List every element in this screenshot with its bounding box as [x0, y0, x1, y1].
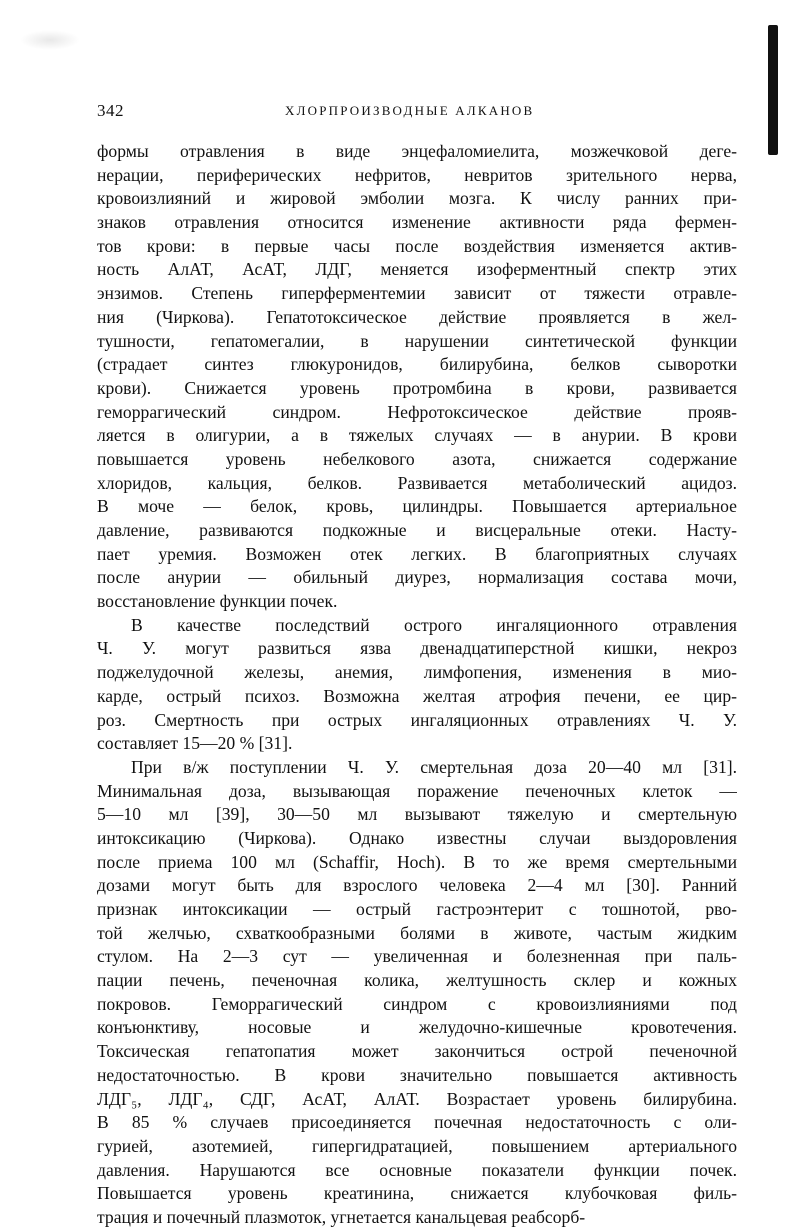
text-line: Повышается уровень креатинина, снижается клубочковая филь- [97, 1183, 737, 1204]
text-line: В моче — белок, кровь, цилиндры. Повышается артериальное [97, 496, 737, 517]
text-line: гурией, азотемией, гипергидратацией, повышением артериального [97, 1135, 737, 1156]
text-line: тушности, гепатомегалии, в нарушении синтетической функции [97, 330, 737, 351]
text-line: давления. Нарушаются все основные показатели функции почек. [97, 1159, 737, 1180]
text-line: признак интоксикации — острый гастроэнтерит с тошнотой, рво- [97, 899, 737, 919]
text-line: роз. Смертность при острых ингаляционных отравлениях Ч. У. [97, 709, 737, 730]
text-line: недостаточностью. В крови значительно повышается активность [97, 1064, 737, 1085]
text-line: после анурии — обильный диурез, нормализация состава мочи, [97, 567, 737, 588]
text-line: тов крови: в первые часы после воздействия изменяется актив- [97, 235, 737, 256]
text-line: В качестве последствий острого ингаляционного отравления [131, 614, 737, 635]
scan-edge-bar [768, 25, 778, 155]
text-line: ность АлАТ, АсАТ, ЛДГ, меняется изоферментный спектр этих [97, 259, 737, 280]
page-header [97, 101, 737, 125]
body-text [97, 140, 737, 1230]
text-line: восстановление функции почек. [97, 591, 338, 612]
text-line: При в/ж поступлении Ч. У. смертельная доза 20—40 мл [31]. [131, 756, 737, 777]
text-line: Токсическая гепатопатия может закончиться острой печеночной [97, 1041, 737, 1062]
text-line: знаков отравления относится изменение активности ряда фермен- [97, 212, 737, 233]
text-line: геморрагический синдром. Нефротоксическое действие прояв- [97, 401, 737, 422]
text-line: энзимов. Степень гиперферментемии зависит от тяжести отравле- [97, 283, 737, 304]
text-line: ЛДГ₅, ЛДГ₄, СДГ, АсАТ, АлАТ. Возрастает уровень билирубина. [97, 1088, 737, 1109]
text-line: В 85 % случаев присоединяется почечная недостаточность с оли- [97, 1112, 737, 1133]
text-line: трация и почечный плазмоток, угнетается канальцевая реабсорб- [97, 1206, 586, 1227]
text-line: стулом. На 2—3 сут — увеличенная и болезненная при паль- [97, 946, 737, 967]
text-line: интоксикацию (Чиркова). Однако известны случаи выздоровления [97, 827, 737, 848]
text-line: карде, острый психоз. Возможна желтая атрофия печени, ее цир- [97, 685, 737, 706]
text-line: 5—10 мл [39], 30—50 мл вызывают тяжелую и смертельную [97, 804, 737, 825]
scan-smudge [20, 30, 80, 50]
text-line: составляет 15—20 % [31]. [97, 733, 293, 754]
text-line: давление, развиваются подкожные и висцеральные отеки. Насту- [97, 520, 737, 540]
text-line: Минимальная доза, вызывающая поражение печеночных клеток — [97, 780, 737, 801]
text-line: формы отравления в виде энцефаломиелита, мозжечковой деге- [97, 141, 737, 161]
text-line: покровов. Геморрагический синдром с кровоизлияниями под [97, 993, 737, 1014]
text-line: крови). Снижается уровень протромбина в крови, развивается [97, 377, 737, 398]
page-number: 342 [97, 101, 124, 120]
text-line: (страдает синтез глюкуронидов, билирубина, белков сыворотки [97, 354, 737, 375]
text-line: пает уремия. Возможен отек легких. В благоприятных случаях [97, 543, 737, 564]
text-line: ляется в олигурии, а в тяжелых случаях — в анурии. В крови [97, 425, 737, 446]
text-line: ния (Чиркова). Гепатотоксическое действие проявляется в жел- [97, 306, 737, 327]
running-title: ХЛОРПРОИЗВОДНЫЕ АЛКАНОВ [285, 103, 535, 118]
text-line: после приема 100 мл (Schaffir, Hoch). В то же время смертельными [97, 851, 737, 872]
text-line: повышается уровень небелкового азота, снижается содержание [97, 448, 737, 469]
text-line: поджелудочной железы, анемия, лимфопения, изменения в мио- [97, 662, 737, 683]
text-line: той желчью, схваткообразными болями в животе, частым жидким [97, 922, 737, 943]
text-line: конъюнктиву, носовые и желудочно-кишечные кровотечения. [97, 1017, 737, 1038]
text-line: дозами могут быть для взрослого человека 2—4 мл [30]. Ранний [97, 875, 737, 896]
text-line: нерации, периферических нефритов, невритов зрительного нерва, [97, 164, 737, 185]
text-line: Ч. У. могут развиться язва двенадцатиперстной кишки, некроз [97, 638, 737, 659]
text-line: хлоридов, кальция, белков. Развивается метаболический ацидоз. [97, 472, 737, 493]
text-line: кровоизлияний и жировой эмболии мозга. К числу ранних при- [97, 188, 737, 209]
text-line: пации печень, печеночная колика, желтушность склер и кожных [97, 970, 737, 991]
